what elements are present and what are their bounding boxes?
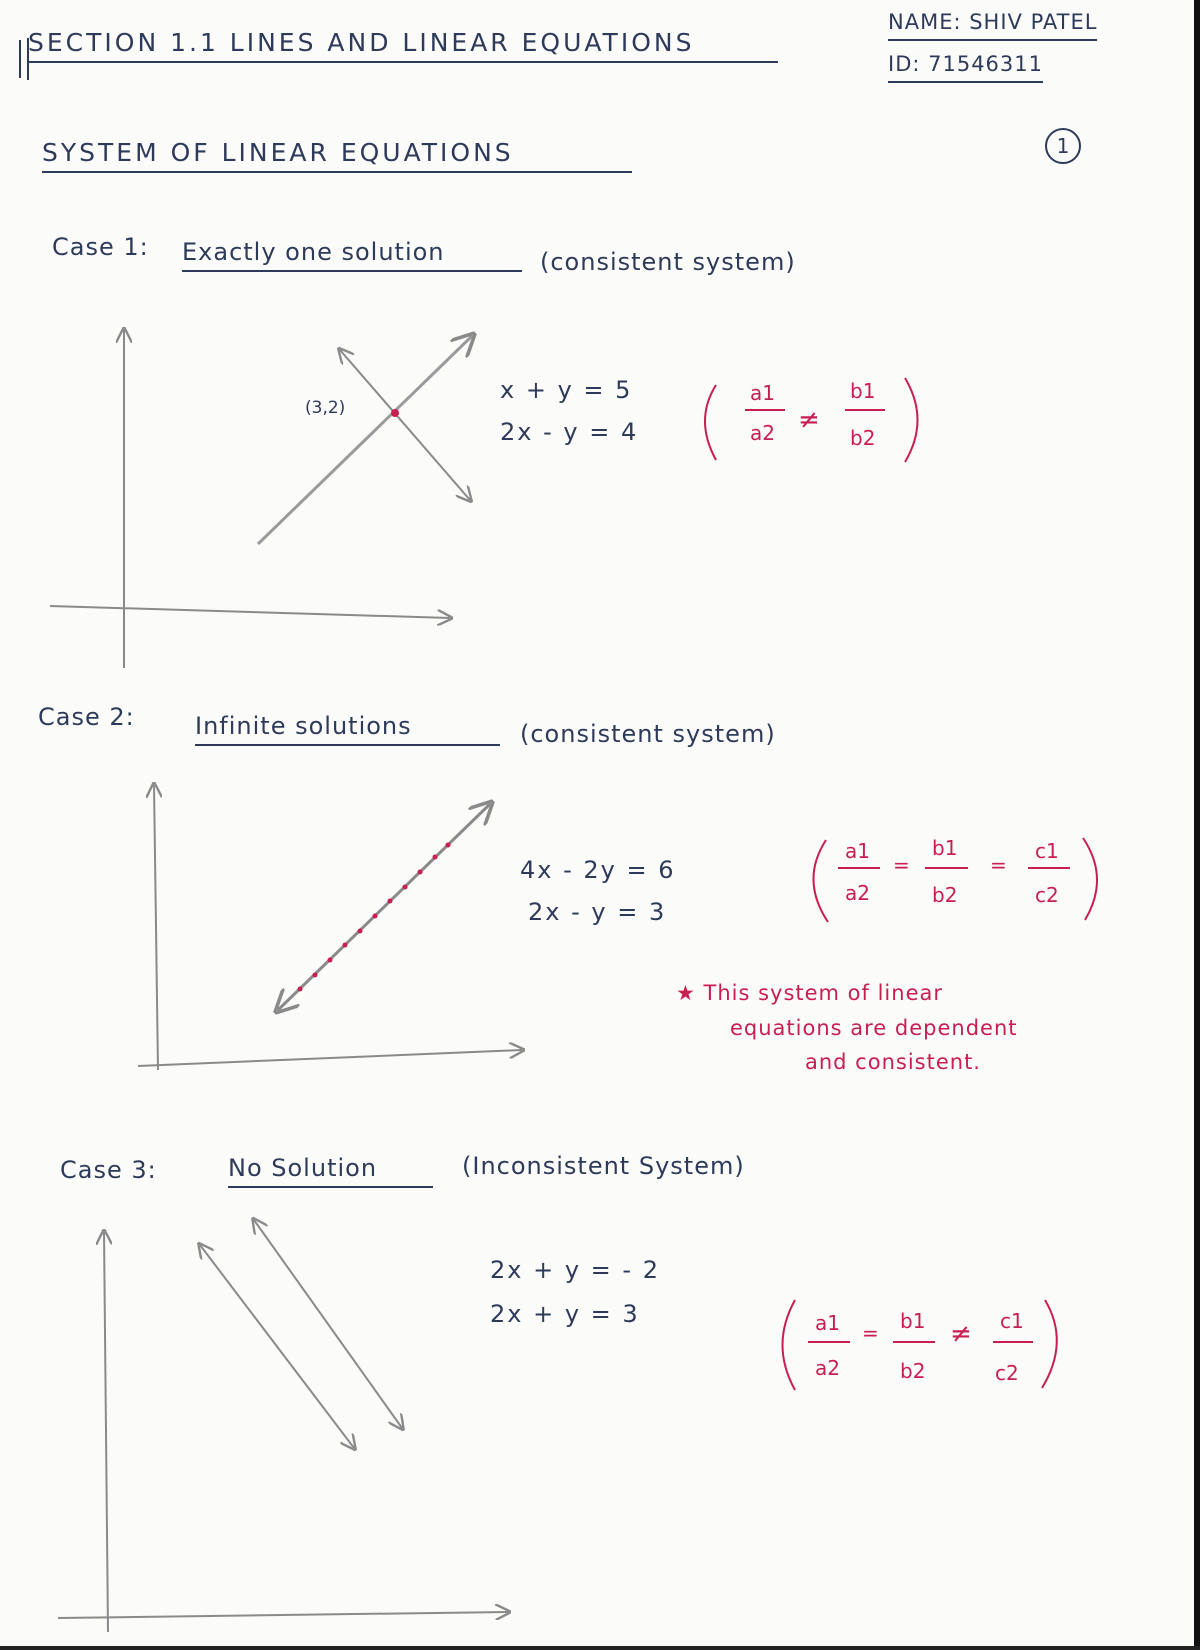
case1-line-x-plus-y bbox=[340, 350, 470, 500]
case2-title: Infinite solutions bbox=[195, 714, 500, 746]
case3-graph bbox=[58, 1220, 508, 1632]
svg-text:b1: b1 bbox=[932, 836, 958, 860]
case1-title: Exactly one solution bbox=[182, 240, 522, 272]
svg-text:b2: b2 bbox=[932, 883, 958, 907]
case1-condition bbox=[705, 378, 918, 462]
case3-y-axis bbox=[104, 1232, 108, 1632]
case2-coincident-lines bbox=[278, 804, 490, 1010]
svg-text:≠: ≠ bbox=[950, 1319, 972, 1349]
case3-condition bbox=[783, 1300, 1057, 1390]
svg-text:c2: c2 bbox=[995, 1361, 1019, 1385]
case3-title: No Solution bbox=[228, 1156, 433, 1188]
svg-text:b1: b1 bbox=[900, 1309, 926, 1333]
case3-x-axis bbox=[58, 1612, 508, 1618]
svg-text:b2: b2 bbox=[900, 1359, 926, 1383]
case3-label: Case 3: bbox=[60, 1156, 157, 1184]
svg-text:≠: ≠ bbox=[798, 405, 820, 435]
svg-text:=: = bbox=[862, 1321, 879, 1345]
student-name-text: NAME: SHIV PATEL bbox=[888, 10, 1098, 34]
svg-text:c1: c1 bbox=[1035, 839, 1059, 863]
case2-note-line-2: equations are dependent bbox=[730, 1016, 1018, 1040]
case2-condition bbox=[813, 836, 1097, 922]
case3-equation-2: 2x + y = 3 bbox=[490, 1300, 640, 1328]
case2-note-line-3: and consistent. bbox=[805, 1050, 981, 1074]
case3-subtitle: (Inconsistent System) bbox=[462, 1152, 745, 1180]
case2-note-line-1: ★ This system of linear bbox=[676, 981, 944, 1005]
case1-point-label: (3,2) bbox=[305, 398, 346, 418]
case2-y-axis bbox=[154, 785, 158, 1070]
svg-text:a1: a1 bbox=[750, 381, 775, 405]
case1-x-axis bbox=[50, 606, 450, 618]
case1-intersection-point bbox=[391, 409, 399, 417]
case3-line-2 bbox=[254, 1220, 402, 1428]
topic-title-text: SYSTEM OF LINEAR EQUATIONS bbox=[42, 138, 514, 167]
svg-text:a2: a2 bbox=[815, 1356, 840, 1380]
case1-line-2x-minus-y bbox=[258, 336, 472, 544]
student-id-text: ID: 71546311 bbox=[888, 52, 1044, 76]
section-title-text: SECTION 1.1 LINES AND LINEAR EQUATIONS bbox=[28, 28, 695, 57]
case1-subtitle: (consistent system) bbox=[540, 248, 796, 276]
case1-equation-1: x + y = 5 bbox=[500, 376, 633, 404]
case1-equation-2: 2x - y = 4 bbox=[500, 418, 639, 446]
svg-text:a1: a1 bbox=[815, 1311, 840, 1335]
case2-subtitle: (consistent system) bbox=[520, 720, 776, 748]
svg-text:a2: a2 bbox=[845, 881, 870, 905]
case2-equation-2: 2x - y = 3 bbox=[528, 898, 667, 926]
svg-text:c1: c1 bbox=[1000, 1309, 1024, 1333]
case2-graph bbox=[138, 785, 522, 1070]
svg-text:b1: b1 bbox=[850, 379, 876, 403]
svg-text:a2: a2 bbox=[750, 421, 775, 445]
scan-edge-right bbox=[1194, 0, 1200, 1650]
svg-text:a1: a1 bbox=[845, 839, 870, 863]
case2-equation-1: 4x - 2y = 6 bbox=[520, 856, 676, 884]
case1-graph bbox=[50, 330, 472, 668]
svg-text:=: = bbox=[893, 853, 910, 877]
case1-label: Case 1: bbox=[52, 233, 149, 261]
case3-equation-1: 2x + y = - 2 bbox=[490, 1256, 660, 1284]
svg-text:=: = bbox=[990, 853, 1007, 877]
case2-label: Case 2: bbox=[38, 703, 135, 731]
scan-edge-bottom bbox=[0, 1646, 1200, 1650]
svg-text:c2: c2 bbox=[1035, 883, 1059, 907]
case2-x-axis bbox=[138, 1050, 522, 1066]
svg-text:b2: b2 bbox=[850, 426, 876, 450]
page-number: 1 bbox=[1045, 128, 1081, 164]
case3-line-1 bbox=[200, 1245, 354, 1448]
